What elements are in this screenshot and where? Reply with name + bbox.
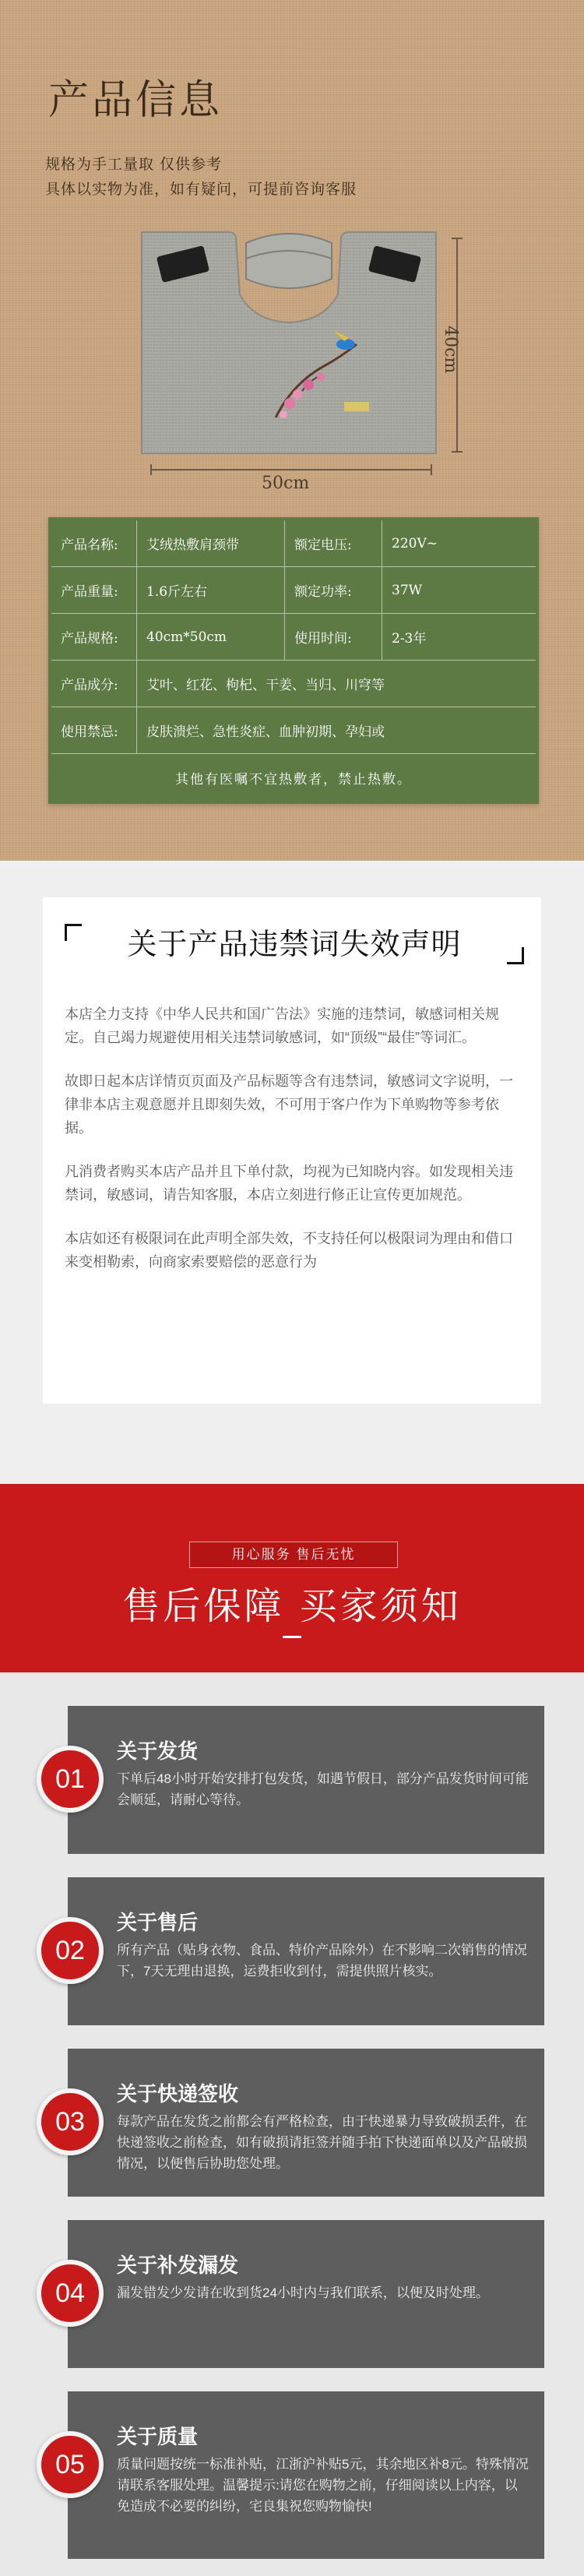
spec-row-footer <box>51 754 536 801</box>
spec-label: 产品成分: <box>51 661 137 707</box>
notice-title: 关于质量 <box>117 2425 199 2448</box>
number-badge: 04 <box>37 2260 104 2327</box>
after-sales-section <box>0 1484 584 2576</box>
title-underline <box>283 1636 301 1638</box>
number-badge: 02 <box>37 1917 104 1984</box>
disclaimer-section <box>0 861 584 1484</box>
consult-note: 具体以实物为准，如有疑问，可提前咨询客服 <box>45 181 357 198</box>
disclaimer-paragraph: 凡消费者购买本店产品并且下单付款，均视为已知晓内容。如发现相关违禁词，敏感词，请告知客服，本店立刻进行修正让宣传更加规范。 <box>65 1164 513 1203</box>
spec-value: 37W <box>392 582 423 598</box>
product-info-section <box>0 0 584 861</box>
disclaimer-body <box>65 1003 524 1294</box>
spec-value: 40cm*50cm <box>137 614 285 660</box>
notice-card-delivery <box>68 2049 544 2197</box>
spec-value: 2-3年 <box>392 631 427 647</box>
disclaimer-paragraph: 本店全力支持《中华人民共和国广告法》实施的违禁词，敏感词相关规定。自己竭力规避使用相关违禁词敏感词，如“顶级”“最佳”等词汇。 <box>65 1006 499 1045</box>
spec-row <box>51 520 536 567</box>
product-info-title: 产品信息 <box>48 77 223 124</box>
spec-value: 艾绒热敷肩颈带 <box>137 520 285 566</box>
after-sales-banner <box>0 1484 584 1672</box>
notice-card-quality <box>68 2391 544 2559</box>
spec-row <box>51 567 536 614</box>
spec-value: 艾叶、红花、枸杞、干姜、当归、川穹等 <box>146 678 385 693</box>
notice-text: 所有产品（贴身衣物、食品、特价产品除外）在不影响二次销售的情况下，7天无理由退换，运费拒收到付，需提供照片核实。 <box>117 1943 527 1979</box>
notice-text: 质量问题按统一标准补贴，江浙沪补贴5元，其余地区补8元。特殊情况请联系客服处理。温馨提示:请您在购物之前，仔细阅读以上内容，以免造成不必要的纠纷，宅良集祝您购物愉快! <box>117 2457 529 2514</box>
spec-value: 皮肤溃烂、急性炎症、血肿初期、孕妇或 <box>146 724 385 740</box>
width-label: 50cm <box>262 474 310 493</box>
notice-text: 每款产品在发货之前都会有严格检查，由于快递暴力导致破损丢件，在快递签收之前检查，如有破损请拒签并随手拍下快递面单以及产品破损情况，以便售后协助您处理。 <box>117 2114 527 2171</box>
spec-row <box>51 614 536 661</box>
spec-label: 使用禁忌: <box>51 707 137 753</box>
bracket-decoration <box>65 924 82 941</box>
spec-row-ingredients <box>51 661 536 707</box>
notice-card-after-sales <box>68 1877 544 2025</box>
spec-label: 产品名称: <box>51 520 137 566</box>
spec-value: 1.6斤左右 <box>137 567 285 613</box>
spec-row-contraindications <box>51 707 536 754</box>
notice-title: 关于发货 <box>117 1739 199 1763</box>
spec-label: 产品规格: <box>51 614 137 660</box>
product-image <box>137 227 441 461</box>
notice-card-reshipment <box>68 2220 544 2368</box>
spec-label: 使用时间: <box>285 614 382 660</box>
spec-label: 额定电压: <box>285 520 382 566</box>
width-dimension-line <box>150 469 432 470</box>
number-badge: 01 <box>37 1746 104 1813</box>
spec-label: 额定功率: <box>285 567 382 613</box>
notice-title: 关于补发漏发 <box>117 2254 239 2277</box>
notice-card-shipping <box>68 1706 544 1854</box>
service-tag: 用心服务 售后无忧 <box>189 1542 398 1568</box>
number-badge: 03 <box>37 2088 104 2155</box>
notice-title: 关于快递签收 <box>117 2082 239 2106</box>
after-sales-title: 售后保障 买家须知 <box>122 1584 462 1628</box>
notice-text: 漏发错发少发请在收到货24小时内与我们联系，以便及时处理。 <box>117 2285 489 2300</box>
bracket-decoration <box>507 947 524 964</box>
notice-text: 下单后48小时开始安排打包发货，如遇节假日，部分产品发货时间可能会顺延，请耐心等待。 <box>117 1771 529 1807</box>
disclaimer-card <box>43 897 541 1404</box>
spec-table <box>48 517 539 804</box>
disclaimer-paragraph: 本店如还有极限词在此声明全部失效，不支持任何以极限词为理由和借口来变相勒索，向商家索要赔偿的恶意行为 <box>65 1231 513 1270</box>
spec-value: 220V~ <box>392 535 438 551</box>
disclaimer-header <box>65 921 524 967</box>
notice-title: 关于售后 <box>117 1911 199 1934</box>
disclaimer-title: 关于产品违禁词失效声明 <box>127 927 462 961</box>
spec-footer-note: 其他有医嘱不宜热敷者，禁止热敷。 <box>175 771 412 788</box>
size-note: 规格为手工量取 仅供参考 <box>45 156 223 173</box>
disclaimer-paragraph: 故即日起本店详情页页面及产品标题等含有违禁词，敏感词文字说明，一律非本店主观意愿并且即刻失效，不可用于客户作为下单购物等参考依据。 <box>65 1073 513 1136</box>
number-badge: 05 <box>37 2431 104 2498</box>
height-label: 40cm <box>441 326 460 374</box>
spec-label: 产品重量: <box>51 567 137 613</box>
